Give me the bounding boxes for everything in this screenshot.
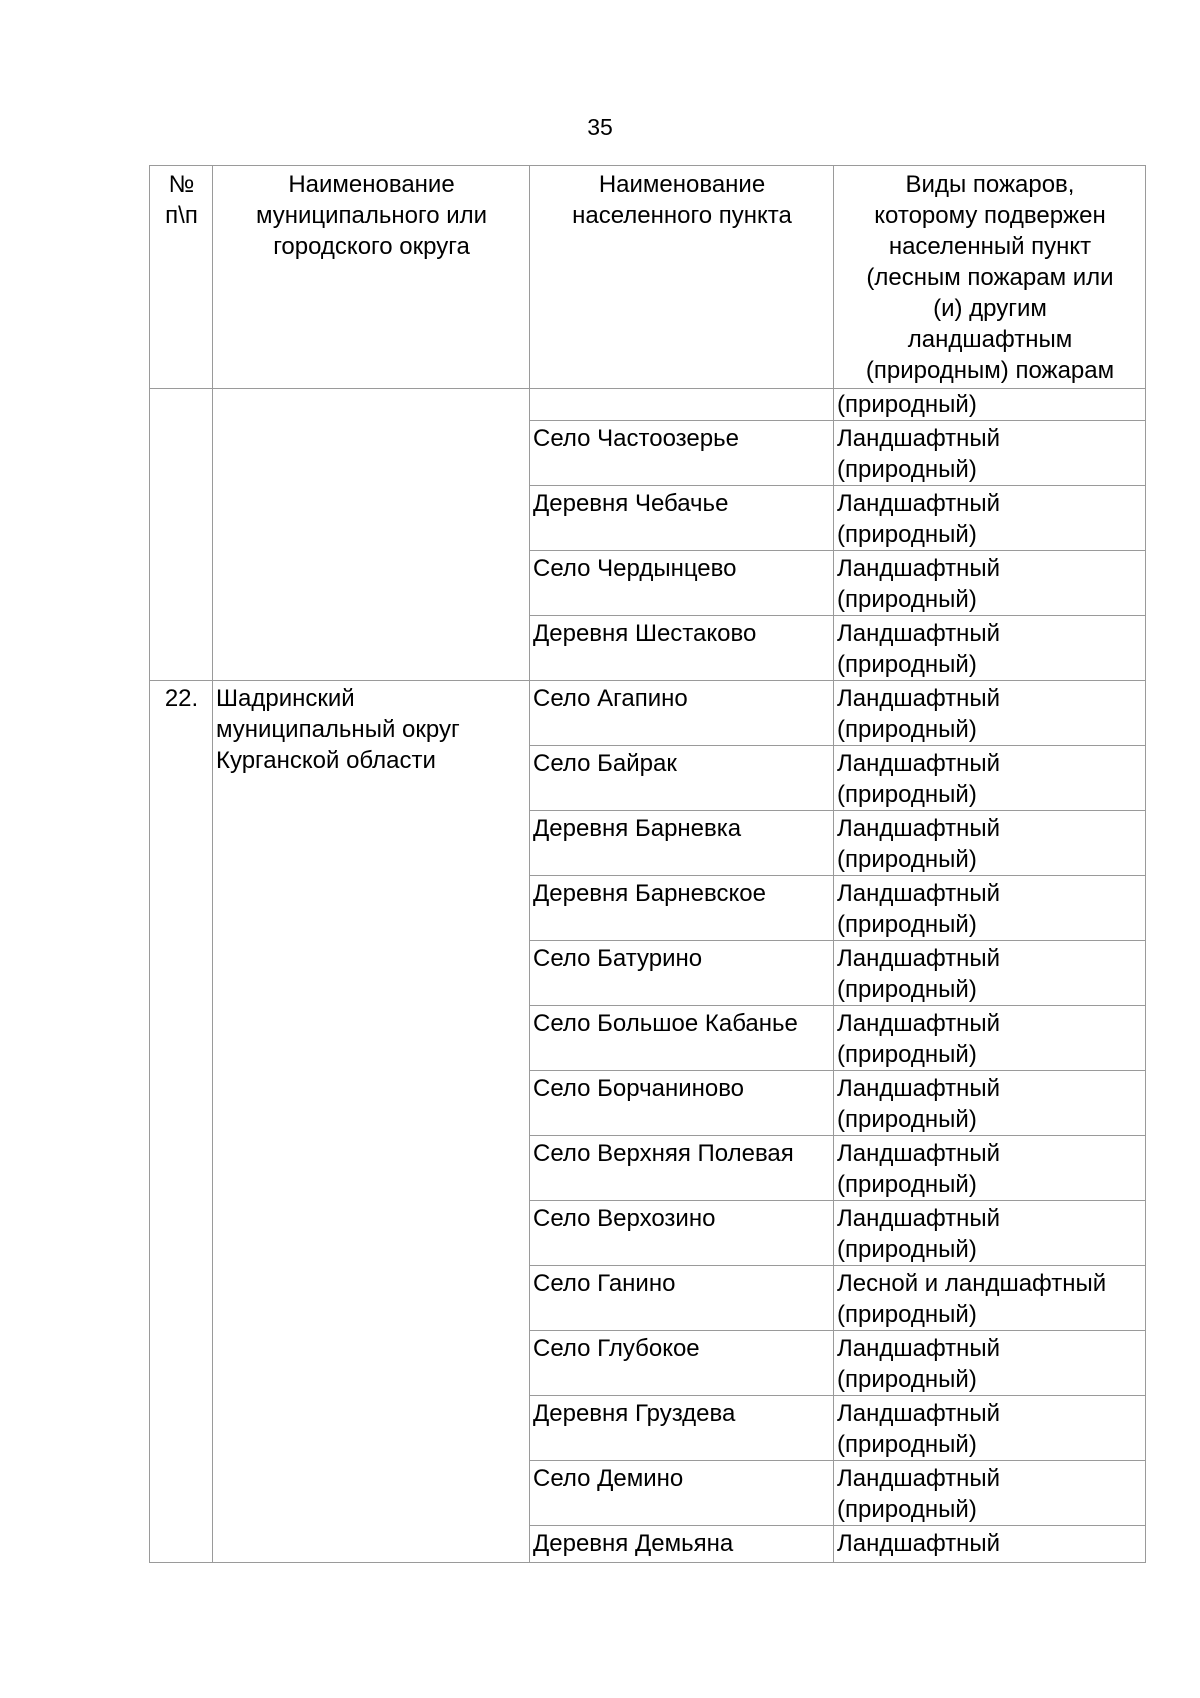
settlement-cell: Деревня Груздева [530, 1396, 834, 1461]
fire-type-cell [834, 1526, 1146, 1563]
district-line: Шадринский [216, 685, 355, 712]
fire-type-cell [834, 1006, 1146, 1071]
header-line: муниципального или [255, 202, 488, 229]
fire-type-line: (природный) [837, 1366, 977, 1393]
district-line: муниципальный округ [216, 716, 460, 743]
header-line: ландшафтным [907, 326, 1073, 353]
fire-type-line: Ландшафтный [837, 1075, 1001, 1102]
fire-type-line: Ландшафтный [837, 1400, 1001, 1427]
fire-type-line: (природный) [837, 976, 977, 1003]
fire-type-cell [834, 1201, 1146, 1266]
fire-type-line: (природный) [837, 1431, 977, 1458]
fire-type-cell [834, 876, 1146, 941]
header-line: (и) другим [933, 295, 1047, 322]
header-line: (природным) пожарам [865, 357, 1115, 384]
fire-type-line: (природный) [837, 716, 977, 743]
fire-type-cell [834, 746, 1146, 811]
settlement-cell: Село Глубокое [530, 1331, 834, 1396]
settlement-cell: Село Демино [530, 1461, 834, 1526]
header-district [213, 166, 530, 389]
fire-type-line: Ландшафтный [837, 1140, 1001, 1167]
fire-type-line: (природный) [837, 846, 977, 873]
fire-type-line: (природный) [837, 456, 977, 483]
fire-type-line: Ландшафтный [837, 1205, 1001, 1232]
fire-type-line: (природный) [837, 911, 977, 938]
page-number: 35 [587, 114, 613, 140]
fire-type-cell [834, 1071, 1146, 1136]
fire-type-line: (природный) [837, 586, 977, 613]
settlements-fire-table [149, 165, 1146, 1563]
header-line: (лесным пожарам или [866, 264, 1114, 291]
fire-type-line: Ландшафтный [837, 945, 1001, 972]
fire-type-line: (природный) [837, 521, 977, 548]
row-number-cell: 22. [150, 681, 213, 1563]
fire-type-line: Ландшафтный [837, 685, 1001, 712]
settlement-cell: Село Агапино [530, 681, 834, 746]
settlement-cell: Село Батурино [530, 941, 834, 1006]
fire-type-line: Ландшафтный [837, 1335, 1001, 1362]
fire-type-line: (природный) [837, 1171, 977, 1198]
fire-type-line: Ландшафтный [837, 425, 1001, 452]
header-line: Наименование [598, 171, 766, 198]
header-line: Наименование [288, 171, 455, 198]
fire-type-line: Ландшафтный [837, 1010, 1001, 1037]
settlement-cell: Деревня Демьяна [530, 1526, 834, 1563]
fire-type-cell [834, 811, 1146, 876]
district-cell [213, 389, 530, 681]
fire-type-line: Ландшафтный [837, 1465, 1001, 1492]
fire-type-line: (природный) [837, 1301, 977, 1328]
header-line: которому подвержен [874, 202, 1106, 229]
settlement-cell: Деревня Шестаково [530, 616, 834, 681]
fire-type-line: Ландшафтный [837, 880, 1001, 907]
table-row [150, 389, 1146, 421]
fire-type-cell [834, 1266, 1146, 1331]
header-line: населенный пункт [888, 233, 1092, 260]
fire-type-cell [834, 1396, 1146, 1461]
settlement-cell: Село Верхозино [530, 1201, 834, 1266]
fire-type-line: (природный) [837, 1106, 977, 1133]
fire-type-cell [834, 941, 1146, 1006]
settlement-cell: Село Верхняя Полевая [530, 1136, 834, 1201]
fire-type-line: Ландшафтный [837, 555, 1001, 582]
header-number [150, 166, 213, 389]
header-fire-types [834, 166, 1146, 389]
row-number-cell [150, 389, 213, 681]
header-line: городского округа [273, 233, 470, 260]
fire-type-line: (природный) [837, 1236, 977, 1263]
fire-type-line: (природный) [837, 1041, 977, 1068]
fire-type-cell [834, 681, 1146, 746]
district-cell [213, 681, 530, 1563]
fire-type-cell [834, 486, 1146, 551]
fire-type-line: (природный) [837, 651, 977, 678]
fire-type-cell [834, 1331, 1146, 1396]
fire-type-cell [834, 616, 1146, 681]
settlement-cell: Село Большое Кабанье [530, 1006, 834, 1071]
header-line: населенного пункта [572, 202, 792, 229]
fire-type-cell [834, 421, 1146, 486]
fire-type-line: (природный) [837, 1496, 977, 1523]
fire-type-line: Ландшафтный [837, 750, 1001, 777]
fire-type-line: Лесной и ландшафтный [837, 1270, 1107, 1297]
settlement-cell: Деревня Чебачье [530, 486, 834, 551]
settlement-cell: Село Частоозерье [530, 421, 834, 486]
fire-type-cell [834, 551, 1146, 616]
settlement-cell: Село Байрак [530, 746, 834, 811]
header-line: № [168, 171, 195, 198]
table-row [150, 681, 1146, 746]
settlement-cell: Село Борчаниново [530, 1071, 834, 1136]
fire-type-cell [834, 1136, 1146, 1201]
district-line: Курганской области [216, 747, 436, 774]
fire-type-line: Ландшафтный [837, 1530, 1001, 1557]
fire-type-line: (природный) [837, 781, 977, 808]
header-line: п\п [165, 202, 198, 229]
settlement-cell: Село Ганино [530, 1266, 834, 1331]
header-line: Виды пожаров, [905, 171, 1075, 198]
settlement-cell: Деревня Барневское [530, 876, 834, 941]
fire-type-cell [834, 1461, 1146, 1526]
header-settlement [530, 166, 834, 389]
fire-type-line: Ландшафтный [837, 620, 1001, 647]
settlement-cell: Деревня Барневка [530, 811, 834, 876]
settlement-cell [530, 389, 834, 421]
fire-type-cell [834, 389, 1146, 421]
table-header-row [150, 166, 1146, 389]
fire-type-line: Ландшафтный [837, 490, 1001, 517]
fire-type-line: Ландшафтный [837, 815, 1001, 842]
settlement-cell: Село Чердынцево [530, 551, 834, 616]
fire-type-line: (природный) [837, 391, 977, 418]
